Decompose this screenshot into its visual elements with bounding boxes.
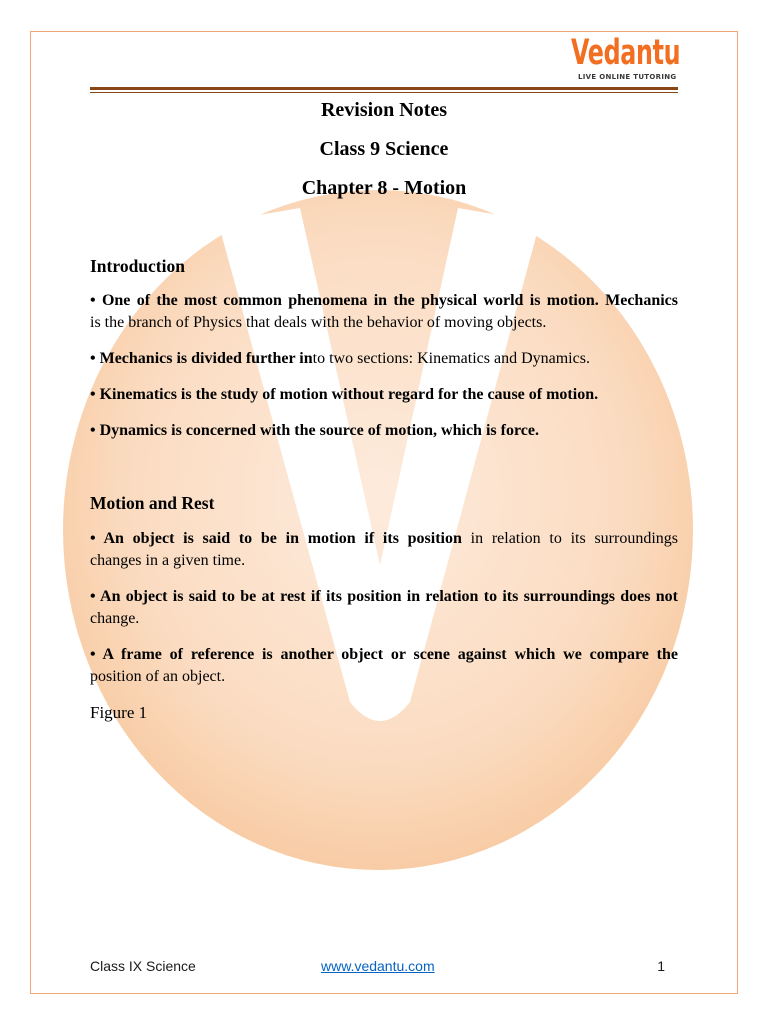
paragraph-line — [90, 420, 678, 442]
notes-body — [90, 255, 678, 724]
regular-text: change. — [90, 610, 140, 627]
bullet-paragraph — [90, 586, 678, 630]
title-block — [90, 98, 678, 215]
footer-class-label: Class IX Science — [90, 958, 196, 974]
logo-tagline: LIVE ONLINE TUTORING — [578, 73, 677, 81]
header-rule-thick — [90, 87, 678, 90]
chapter-title: Chapter 8 - Motion — [301, 177, 467, 199]
bullet-paragraph — [90, 384, 678, 406]
bullet-paragraph — [90, 644, 678, 688]
logo-wordmark: Vedantu — [571, 33, 681, 73]
paragraph-line — [90, 644, 678, 666]
class-subtitle: Class 9 Science — [319, 138, 449, 160]
bullet-paragraph — [90, 528, 678, 572]
document-title: Revision Notes — [320, 99, 448, 121]
header-rule-thin — [90, 92, 678, 93]
vedantu-website-link[interactable]: www.vedantu.com — [321, 958, 435, 974]
regular-text: changes in a given time. — [90, 552, 246, 569]
bold-text: • A frame of reference is another object or scene against which we compare the — [90, 646, 678, 663]
bold-text: • An object is said to be in motion if its position — [90, 530, 462, 547]
bold-text: • Mechanics is divided further in — [90, 350, 313, 367]
bold-text: • One of the most common phenomena in the physical world is motion. Mechanics — [90, 292, 678, 309]
regular-text: to two sections: Kinematics and Dynamics. — [312, 350, 590, 367]
paragraph-line — [90, 290, 678, 312]
page-number: 1 — [657, 958, 665, 974]
bullet-paragraph — [90, 290, 678, 334]
vedantu-logo — [571, 33, 691, 84]
paragraph-line — [90, 528, 678, 550]
paragraph-line — [90, 312, 678, 334]
paragraph-line — [90, 666, 678, 688]
regular-text: is the branch of Physics that deals with the behavior of moving objects. — [90, 314, 547, 331]
regular-text: in relation to its surroundings — [470, 530, 678, 547]
paragraph-line — [90, 550, 678, 572]
bold-text: • An object is said to be at rest if its position in relation to its surroundings does not — [90, 588, 678, 605]
bold-text: • Kinematics is the study of motion without regard for the cause of motion. — [90, 386, 599, 403]
bullet-paragraph — [90, 420, 678, 442]
paragraph-line — [90, 348, 678, 370]
regular-text: position of an object. — [90, 668, 226, 685]
paragraph-line — [90, 384, 678, 406]
figure-caption: Figure 1 — [90, 703, 148, 722]
paragraph-line — [90, 586, 678, 608]
paragraph-line — [90, 608, 678, 630]
section-heading-introduction: Introduction — [90, 256, 185, 276]
section-heading-motion-and-rest: Motion and Rest — [90, 493, 215, 513]
bullet-paragraph — [90, 348, 678, 370]
bold-text: • Dynamics is concerned with the source of motion, which is force. — [90, 422, 539, 439]
